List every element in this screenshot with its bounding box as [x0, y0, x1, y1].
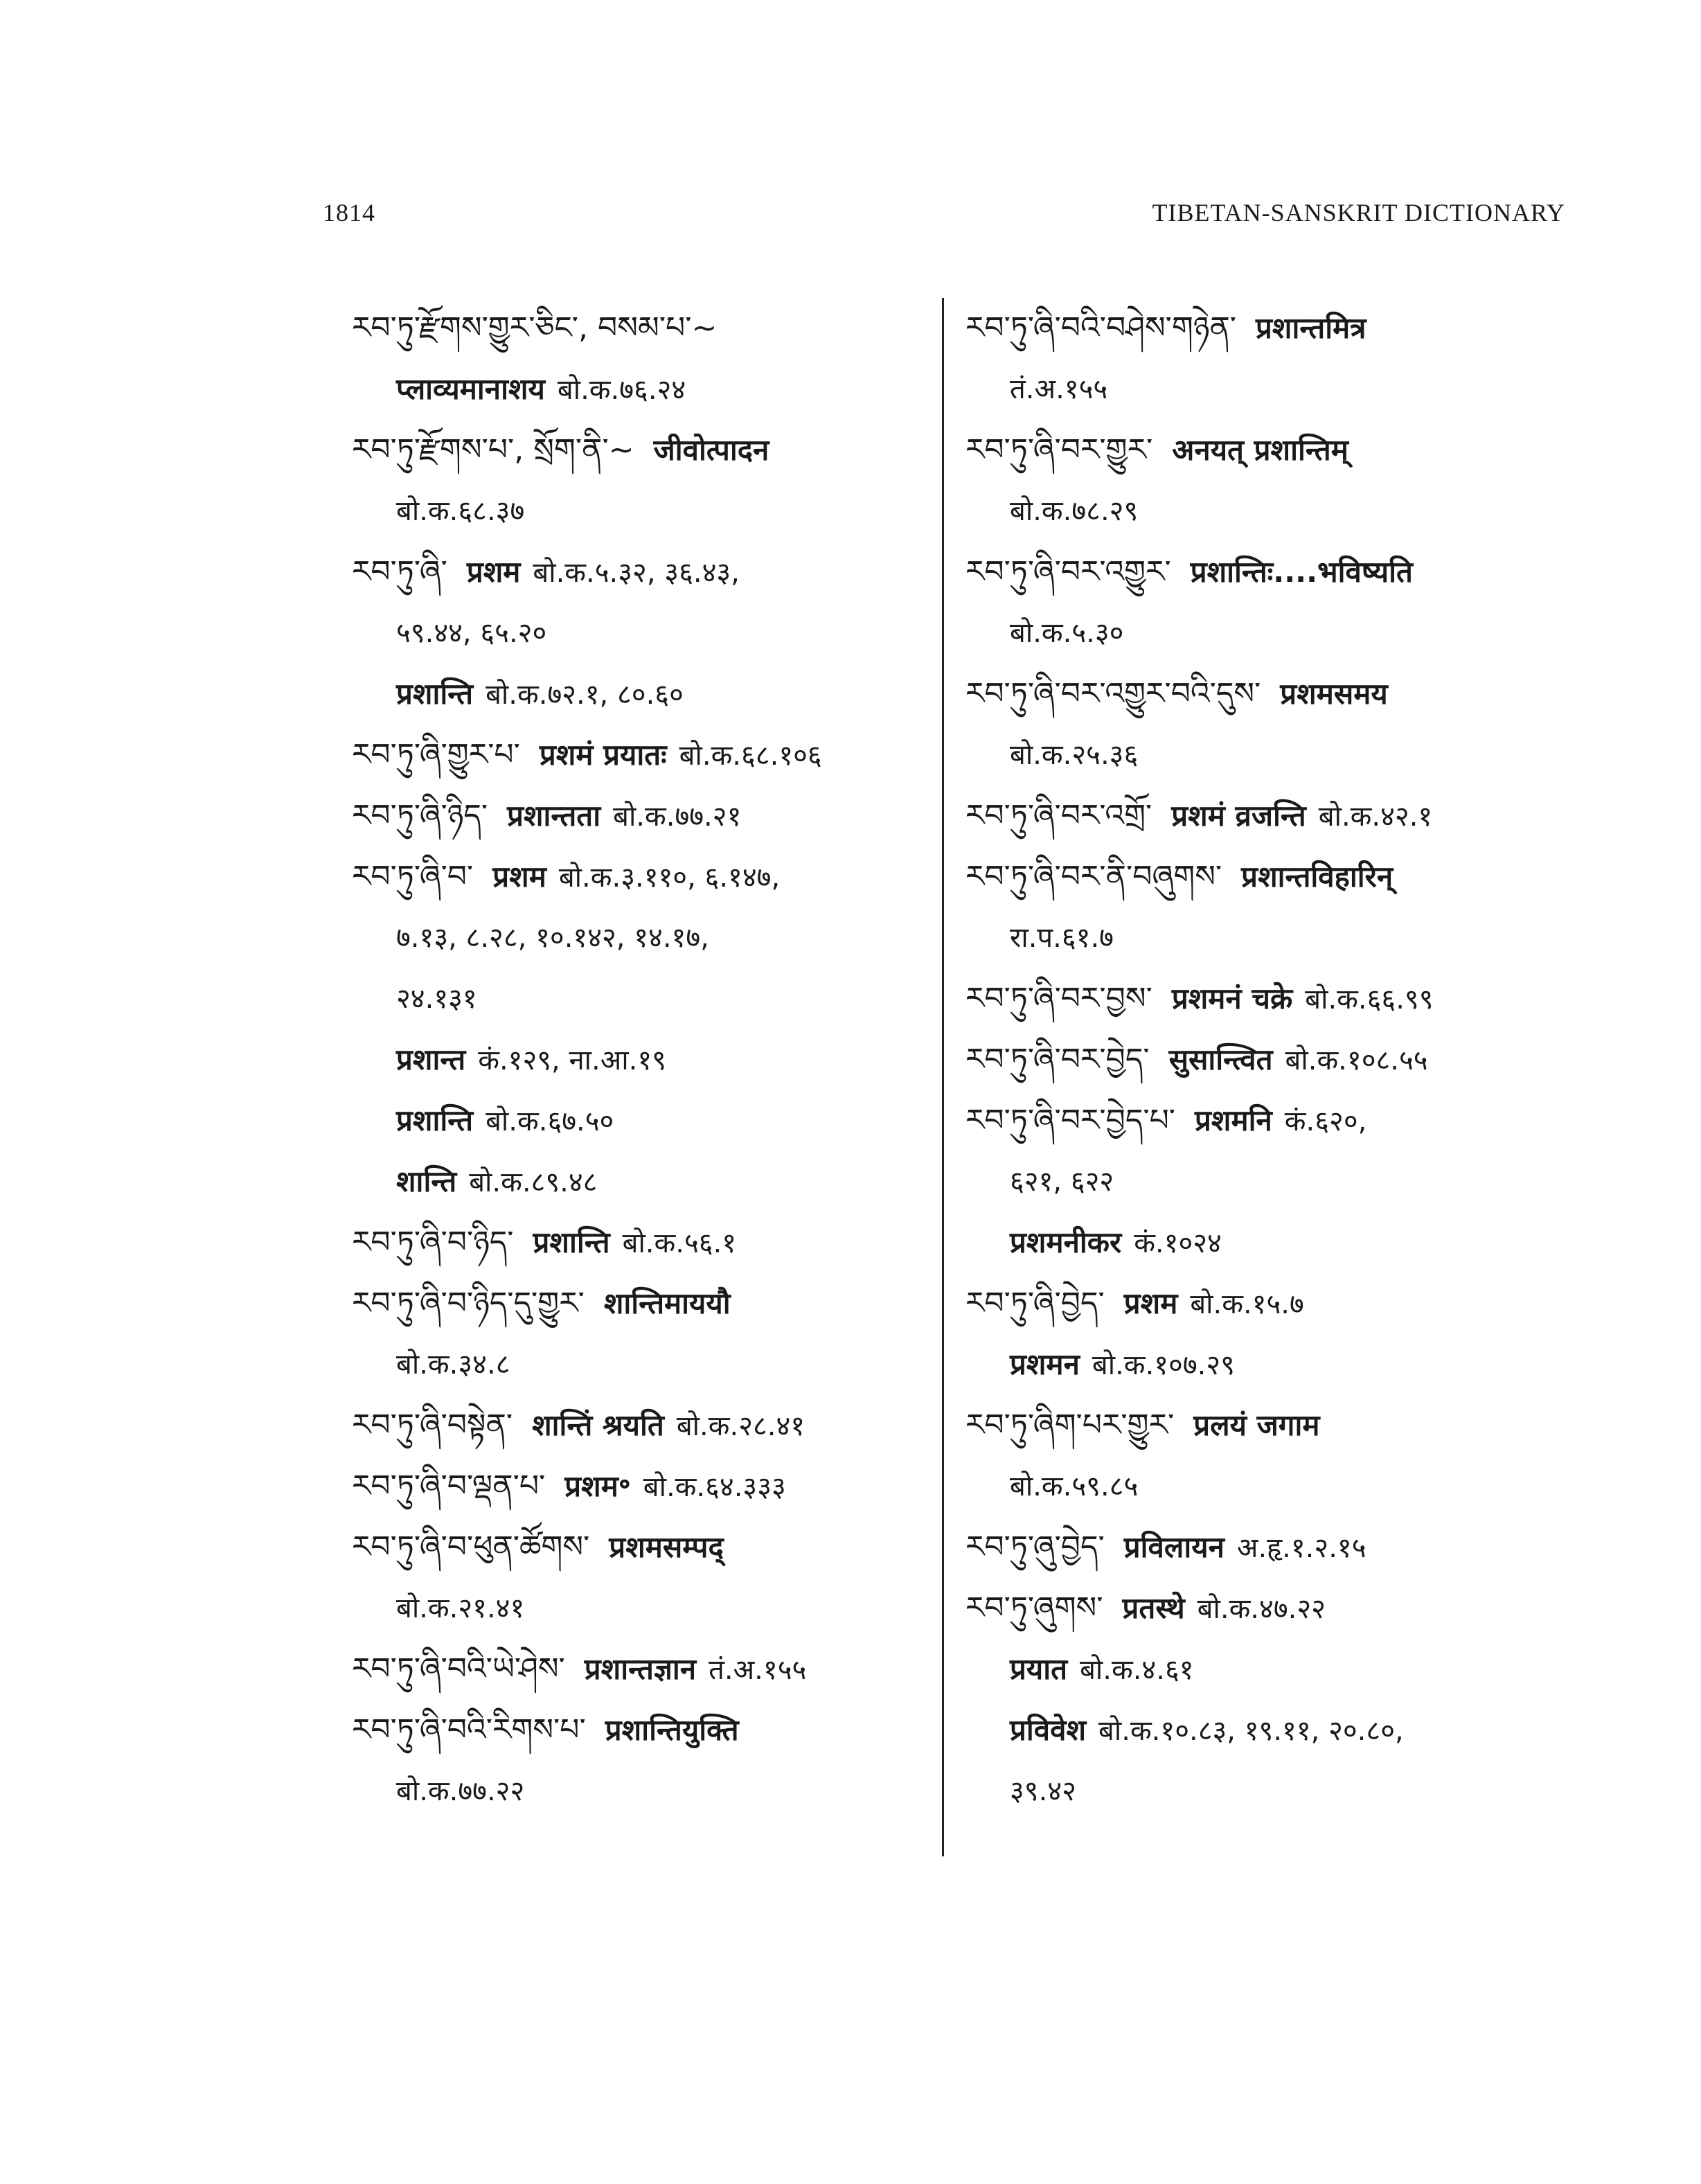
dictionary-entry — [352, 1639, 975, 1700]
source-reference: कं.६२०, — [1284, 1106, 1367, 1137]
sanskrit-equivalent: प्रशम — [1123, 1286, 1178, 1320]
sanskrit-equivalent: प्रशम — [466, 555, 521, 589]
source-reference: बो.क.३.११०, ६.१४७, — [558, 862, 781, 894]
tibetan-headword: རབ་ཏུ་ཞི་བར་བྱེད་ — [965, 1042, 1150, 1077]
entry-continuation — [965, 1700, 1575, 1761]
source-reference: बो.क.२५.३६ — [1010, 739, 1139, 771]
entry-headline — [352, 1273, 975, 1334]
entry-headline — [352, 846, 975, 907]
tibetan-headword: རབ་ཏུ་ཞི་བྱེད་ — [965, 1286, 1105, 1321]
source-reference: अ.हृ.१.२.१५ — [1236, 1532, 1366, 1564]
sanskrit-equivalent: प्रशान्तविहारिन् — [1241, 860, 1393, 894]
tibetan-headword: རབ་ཏུ་ཞི་བ་ལྡན་པ་ — [352, 1468, 546, 1504]
entry-headline — [965, 1090, 1575, 1151]
entry-headline — [965, 1395, 1575, 1456]
dictionary-entry — [965, 1273, 1575, 1395]
right-column — [965, 298, 1575, 1822]
dictionary-entry — [352, 846, 975, 1212]
source-reference: बो.क.१०७.२९ — [1092, 1349, 1235, 1381]
source-reference: बो.क.१०.८३, १९.११, २०.८०, — [1098, 1715, 1404, 1747]
entry-continuation — [352, 968, 975, 1029]
source-reference: बो.क.४७.२२ — [1197, 1593, 1326, 1625]
entry-headline — [965, 542, 1575, 603]
sanskrit-equivalent: प्रशमं व्रजन्ति — [1171, 799, 1306, 833]
entry-headline — [965, 1578, 1575, 1639]
sanskrit-equivalent: अनयत् प्रशान्तिम् — [1172, 433, 1348, 467]
dictionary-entry — [965, 1090, 1575, 1273]
tibetan-headword: རབ་ཏུ་ཞི་བར་གྱུར་ — [965, 432, 1153, 468]
sanskrit-equivalent: प्रतस्थे — [1122, 1591, 1185, 1625]
entry-headline — [965, 1273, 1575, 1334]
tibetan-headword: རབ་ཏུ་ཞི་ཉིད་ — [352, 798, 488, 833]
entry-headline — [352, 1456, 975, 1517]
tibetan-headword: རབ་ཏུ་ཞི་བའི་བཤེས་གཉེན་ — [965, 310, 1237, 346]
sanskrit-equivalent: प्रयात — [1010, 1652, 1068, 1686]
entry-continuation — [965, 1639, 1575, 1700]
sanskrit-equivalent: प्रशम — [492, 860, 546, 894]
source-reference: बो.क.२१.४१ — [396, 1592, 525, 1624]
sanskrit-equivalent: प्रशमनि — [1195, 1103, 1272, 1137]
entry-continuation — [352, 1029, 975, 1090]
sanskrit-equivalent: सुसान्त्वित — [1168, 1042, 1273, 1076]
page-number: 1814 — [323, 199, 375, 227]
entry-headline — [965, 420, 1575, 481]
tibetan-headword: རབ་ཏུ་རྫོགས་གྱུར་ཅིང་, བསམ་པ་~ — [352, 310, 718, 346]
source-reference: तं.अ.१५५ — [709, 1654, 807, 1686]
tibetan-headword: རབ་ཏུ་ཞུགས་ — [965, 1590, 1103, 1626]
source-reference: कं.१०२४ — [1134, 1227, 1222, 1259]
sanskrit-equivalent: शान्तिं श्रयति — [532, 1408, 664, 1442]
sanskrit-equivalent: प्रशमनीकर — [1010, 1225, 1122, 1259]
source-reference: २४.१३१ — [396, 983, 477, 1015]
entry-headline — [352, 1395, 975, 1456]
tibetan-headword: རབ་ཏུ་ཞི་བའི་ཡེ་ཤེས་ — [352, 1651, 565, 1687]
entry-headline — [352, 542, 975, 603]
dictionary-entry — [352, 1273, 975, 1395]
dictionary-entry — [965, 420, 1575, 542]
sanskrit-equivalent: शान्ति — [396, 1164, 457, 1198]
dictionary-entry — [965, 968, 1575, 1029]
source-reference: बो.क.६४.३३३ — [643, 1471, 786, 1503]
sanskrit-equivalent: प्रविलायन — [1123, 1530, 1224, 1564]
tibetan-headword: རབ་ཏུ་ཞི་བ་ཉིད་དུ་གྱུར་ — [352, 1286, 585, 1321]
tibetan-headword: རབ་ཏུ་ཞི་བར་བྱས་ — [965, 981, 1152, 1016]
tibetan-headword: རབ་ཏུ་ཞིག་པར་གྱུར་ — [965, 1408, 1175, 1443]
dictionary-entry — [352, 785, 975, 846]
entry-continuation — [352, 1761, 975, 1822]
dictionary-entry — [965, 1029, 1575, 1090]
entry-headline — [965, 1517, 1575, 1578]
tibetan-headword: རབ་ཏུ་ཞི་བར་འགྲོ་ — [965, 798, 1152, 833]
dictionary-entry — [352, 1212, 975, 1273]
source-reference: बो.क.७२.१, ८०.६० — [486, 679, 684, 711]
entry-continuation — [352, 907, 975, 968]
entry-continuation — [965, 1212, 1575, 1273]
entry-headline — [352, 785, 975, 846]
entry-continuation — [965, 1151, 1575, 1212]
source-reference: बो.क.६६.९९ — [1305, 984, 1434, 1015]
sanskrit-equivalent: प्रशान्ति — [396, 677, 474, 711]
source-reference: ३९.४२ — [1010, 1775, 1076, 1807]
entry-continuation — [965, 1334, 1575, 1395]
entry-continuation — [965, 481, 1575, 542]
entry-headline — [352, 1639, 975, 1700]
tibetan-headword: རབ་ཏུ་ཞི་བའི་རིགས་པ་ — [352, 1712, 586, 1748]
sanskrit-equivalent: प्रशमसम्पद् — [609, 1530, 724, 1564]
tibetan-headword: རབ་ཏུ་ཞི་བར་ནི་བཞུགས་ — [965, 859, 1222, 894]
tibetan-headword: རབ་ཏུ་ཞི་བར་འགྱུར་ — [965, 554, 1171, 589]
source-reference: बो.क.५९.८५ — [1010, 1471, 1139, 1502]
entry-continuation — [965, 603, 1575, 664]
entry-continuation — [352, 481, 975, 542]
entry-headline — [965, 298, 1575, 359]
sanskrit-equivalent: जीवोत्पादन — [653, 433, 769, 467]
sanskrit-equivalent: प्रशम॰ — [564, 1469, 631, 1503]
entry-continuation — [352, 1334, 975, 1395]
source-reference: बो.क.८९.४८ — [469, 1166, 598, 1198]
dictionary-entry — [965, 298, 1575, 420]
entry-headline — [352, 725, 975, 785]
dictionary-entry — [965, 1517, 1575, 1578]
sanskrit-equivalent: प्रशमसमय — [1280, 677, 1388, 711]
dictionary-entry — [965, 542, 1575, 664]
dictionary-entry — [965, 785, 1575, 846]
source-reference: बो.क.७७.२१ — [613, 801, 742, 833]
entry-continuation — [352, 603, 975, 664]
entry-continuation — [352, 664, 975, 725]
source-reference: बो.क.७६.२४ — [557, 374, 686, 406]
dictionary-entry — [965, 1395, 1575, 1517]
tibetan-headword: རབ་ཏུ་ཞི་བར་འགྱུར་བའི་དུས་ — [965, 676, 1261, 711]
source-reference: बो.क.४२.१ — [1318, 801, 1433, 833]
entry-continuation — [352, 1578, 975, 1639]
sanskrit-equivalent: प्लाव्यमानाशय — [396, 372, 545, 406]
dictionary-entry — [352, 1456, 975, 1517]
sanskrit-equivalent: प्रशान्तज्ञान — [584, 1652, 697, 1686]
dictionary-entry — [352, 542, 975, 725]
running-header-title: TIBETAN-SANSKRIT DICTIONARY — [1152, 199, 1565, 227]
entry-headline — [965, 664, 1575, 725]
sanskrit-equivalent: प्रशान्ति — [533, 1225, 610, 1259]
tibetan-headword: རབ་ཏུ་ཞི་བསྟེན་ — [352, 1408, 513, 1443]
source-reference: बो.क.१५.७ — [1190, 1288, 1304, 1320]
entry-continuation — [965, 1456, 1575, 1517]
tibetan-headword: རབ་ཏུ་ཞི་བར་བྱེད་པ་ — [965, 1103, 1176, 1138]
sanskrit-equivalent: प्रलयं जगाम — [1193, 1408, 1320, 1442]
left-column — [352, 298, 975, 1822]
sanskrit-equivalent: प्रशमन — [1010, 1347, 1080, 1381]
column-divider — [942, 298, 944, 1856]
source-reference: बो.क.६७.५० — [486, 1106, 614, 1137]
source-reference: रा.प.६१.७ — [1010, 922, 1114, 954]
dictionary-entry — [352, 298, 975, 420]
sanskrit-equivalent: प्रशान्त — [396, 1042, 466, 1076]
entry-continuation — [352, 1151, 975, 1212]
dictionary-entry — [352, 1517, 975, 1639]
tibetan-headword: རབ་ཏུ་ཞི་བ་ཕུན་ཚོགས་ — [352, 1529, 590, 1565]
source-reference: तं.अ.१५५ — [1010, 373, 1108, 405]
sanskrit-equivalent: प्रशान्तमित्र — [1256, 311, 1366, 345]
entry-headline — [352, 1517, 975, 1578]
entry-continuation — [352, 359, 975, 420]
entry-headline — [965, 968, 1575, 1029]
entry-continuation — [965, 725, 1575, 785]
tibetan-headword: རབ་ཏུ་ཞི་བ་ — [352, 859, 474, 894]
dictionary-entry — [352, 1395, 975, 1456]
entry-headline — [352, 1212, 975, 1273]
tibetan-headword: རབ་ཏུ་རྫོགས་པ་, སྲོག་ནི་~ — [352, 432, 634, 468]
source-reference: बो.क.६८.१०६ — [679, 740, 822, 772]
source-reference: बो.क.५.३० — [1010, 617, 1124, 649]
sanskrit-equivalent: प्रशमं प्रयातः — [539, 738, 667, 772]
sanskrit-equivalent: प्रविवेश — [1010, 1713, 1087, 1747]
tibetan-headword: རབ་ཏུ་ཞི་གྱུར་པ་ — [352, 737, 520, 772]
entry-headline — [965, 1029, 1575, 1090]
sanskrit-equivalent: प्रशान्ति — [396, 1103, 474, 1137]
source-reference: बो.क.१०८.५५ — [1285, 1045, 1428, 1076]
dictionary-entry — [965, 664, 1575, 785]
tibetan-headword: རབ་ཏུ་ཞུ་བྱེད་ — [965, 1529, 1105, 1565]
source-reference: बो.क.७७.२२ — [396, 1775, 525, 1807]
source-reference: बो.क.३४.८ — [396, 1349, 510, 1380]
tibetan-headword: རབ་ཏུ་ཞི་བ་ཉིད་ — [352, 1225, 514, 1260]
entry-headline — [352, 420, 975, 481]
entry-continuation — [965, 1761, 1575, 1822]
source-reference: बो.क.२८.४१ — [676, 1410, 805, 1442]
source-reference: ७.१३, ८.२८, १०.१४२, १४.१७, — [396, 922, 709, 954]
tibetan-headword: རབ་ཏུ་ཞི་ — [352, 554, 447, 589]
sanskrit-equivalent: प्रशान्तता — [507, 799, 601, 833]
sanskrit-equivalent: शान्तिमाययौ — [603, 1286, 731, 1320]
entry-continuation — [965, 359, 1575, 420]
sanskrit-equivalent: प्रशान्तियुक्ति — [605, 1713, 739, 1747]
source-reference: बो.क.४.६१ — [1080, 1654, 1194, 1686]
entry-continuation — [352, 1090, 975, 1151]
source-reference: बो.क.७८.२९ — [1010, 495, 1139, 527]
entry-headline — [352, 298, 975, 359]
sanskrit-equivalent: प्रशान्तिः....भविष्यति — [1190, 555, 1413, 589]
dictionary-entry — [965, 1578, 1575, 1822]
source-reference: ५९.४४, ६५.२० — [396, 617, 547, 649]
source-reference: बो.क.५६.१ — [622, 1227, 737, 1259]
entry-headline — [965, 846, 1575, 907]
dictionary-entry — [352, 1700, 975, 1822]
source-reference: ६२१, ६२२ — [1010, 1166, 1114, 1198]
source-reference: बो.क.६८.३७ — [396, 495, 525, 527]
source-reference: कं.१२९, ना.आ.१९ — [478, 1045, 666, 1076]
entry-continuation — [965, 907, 1575, 968]
dictionary-entry — [352, 725, 975, 785]
entry-headline — [352, 1700, 975, 1761]
entry-headline — [965, 785, 1575, 846]
sanskrit-equivalent: प्रशमनं चक्रे — [1171, 982, 1293, 1015]
dictionary-entry — [965, 846, 1575, 968]
dictionary-entry — [352, 420, 975, 542]
source-reference: बो.क.५.३२, ३६.४३, — [533, 557, 740, 589]
